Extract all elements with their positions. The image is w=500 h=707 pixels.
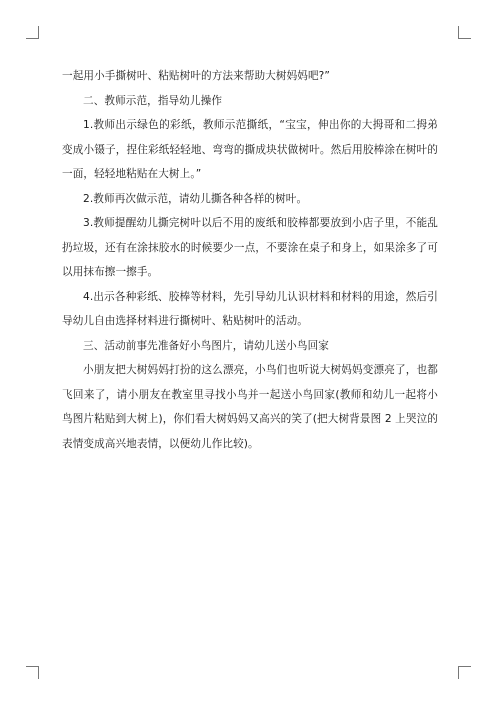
section-heading-2: 二、教师示范，指导幼儿操作: [83, 94, 223, 107]
section-heading-3: 三、活动前事先准备好小鸟图片，请幼儿送小鸟回家: [83, 339, 329, 352]
crop-mark-bottom-left: [26, 666, 39, 679]
paragraph-continuation: 一起用小手撕树叶、粘贴树叶的方法来帮助大树妈妈吧?”: [62, 70, 330, 82]
paragraph-step-2: 2.教师再次做示范，请幼儿撕各种各样的树叶。: [83, 192, 308, 205]
document-body: [62, 64, 438, 456]
paragraph-step-4: 4.出示各种彩纸、胶棒等材料，先引导幼儿认识材料和材料的用途，然后引导幼儿自由选择材料进行撕树叶、粘贴树叶的活动。: [62, 290, 438, 327]
crop-mark-top-left: [26, 26, 39, 39]
crop-mark-bottom-right: [458, 666, 471, 679]
paragraph-step-3: 3.教师提醒幼儿撕完树叶以后不用的废纸和胶棒都要放到小店子里，不能乱扔垃圾，还有在涂抹胶水的时候要少一点，不要涂在桌子和身上，如果涂多了可以用抹布擦一擦手。: [62, 217, 438, 278]
crop-mark-top-right: [458, 26, 471, 39]
paragraph-closing: 小朋友把大树妈妈打扮的这么漂亮，小鸟们也听说大树妈妈变漂亮了，也都飞回来了，请小朋友在教室里寻找小鸟并一起送小鸟回家(教师和幼儿一起将小鸟图片粘贴到大树上)，你们看大树妈妈又高兴的笑了(把大树背景图 2 上哭泣的表情变成高兴地表情，以便幼儿作比较)。: [62, 364, 438, 450]
paragraph-step-1: 1.教师出示绿色的彩纸，教师示范撕纸，“宝宝，伸出你的大拇哥和二拇弟变成小镊子，捏住彩纸轻轻地、弯弯的撕成块状做树叶。然后用胶棒涂在树叶的一面，轻轻地粘贴在大树上。”: [62, 119, 438, 180]
